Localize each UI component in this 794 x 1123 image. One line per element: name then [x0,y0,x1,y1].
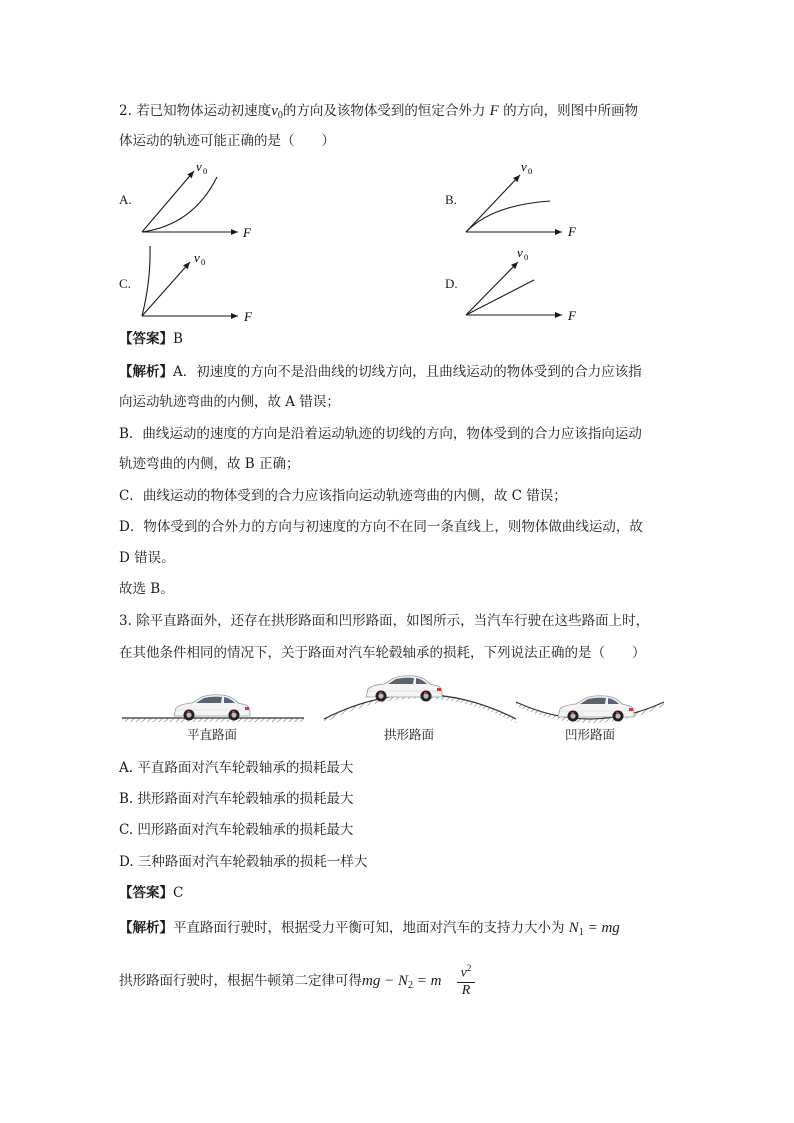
q2-analysis-line6: D．物体受到的合外力的方向与初速度的方向不在同一条直线上，则物体做曲线运动，故 [119,519,643,535]
q2-stem-part1: 若已知物体运动初速度 [136,103,272,119]
q2-option-a-diagram [138,155,268,245]
q3-eq2-num-v: v [460,965,467,981]
q3-analysis-text1: 平直路面行驶时，根据受力平衡可知，地面对汽车的支持力大小为 [173,920,565,936]
q2-answer-value: B [173,331,183,347]
q3-eq2-N: N [397,973,408,989]
q2a-trajectory [142,177,217,232]
q2-v0-symbol: v [271,103,278,119]
q2-analysis-line1 [119,362,642,382]
q2-option-c-label: C. [119,276,131,291]
q2b-v0-arrow [466,175,520,232]
q2b-trajectory [466,201,550,232]
q3-stem-text1: 除平直路面外，还存在拱形路面和凹形路面，如图所示，当汽车行驶在这些路面上时， [136,613,650,629]
q2b-v-label: v [521,159,527,174]
q2-answer-tag: 【答案】 [119,331,173,347]
q2-stem-line2: 体运动的轨迹可能正确的是（ ） [119,133,335,149]
q3-eq2-minus: − [380,973,398,989]
q3-eq2-N-sub: 2 [407,980,413,991]
q2-option-d-diagram [462,240,592,330]
q3-analysis-text2: 拱形路面行驶时，根据牛顿第二定律可得 [119,973,362,989]
q2-v0-sub: 0 [277,110,283,121]
q2-stem-part2: 的方向及该物体受到的恒定合外力 [282,103,486,119]
q2-analysis-line8: 故选 B。 [119,581,174,597]
q3-eq1-eq: = [583,920,602,936]
q3-eq2-denominator: R [461,982,471,998]
q3-road-figure [118,672,668,724]
q3-eq1-rhs: mg [601,920,620,936]
q2d-v-label: v [517,245,523,260]
q3-option-d: D. 三种路面对汽车轮毂轴承的损耗一样大 [119,854,368,870]
concave-road [516,696,664,723]
q2a-v-label: v [196,159,202,174]
q3-number: 3. [119,613,132,629]
q2-analysis-line4: 轨迹弯曲的内侧，故 B 正确； [119,456,300,472]
q3-analysis-line2 [119,971,441,996]
q2c-F-label: F [244,309,252,324]
q2-option-b-diagram [462,155,592,245]
q2-stem-line1 [119,101,638,126]
q2-stem-part3: 的方向，则图中所画物 [503,103,639,119]
q3-answer-tag: 【答案】 [119,885,173,901]
q2b-F-label: F [568,224,576,239]
q2d-F-label: F [568,308,576,323]
q3-eq2-eq: = [412,973,431,989]
q2-option-c-diagram [138,240,268,330]
q2d-v0-arrow [466,262,518,315]
q3-eq2-mg: mg [362,973,381,989]
flat-road [122,695,304,722]
q2-F-symbol: F [489,103,499,119]
flat-road-car [174,695,250,721]
q2-number: 2. [119,103,132,119]
q3-option-c: C. 凹形路面对汽车轮毂轴承的损耗最大 [119,822,354,838]
q2-option-d-label: D. [445,276,458,291]
q2-analysis-line7: D 错误。 [119,550,175,566]
q2-option-a-label: A. [119,192,132,207]
q3-analysis-line1 [119,918,620,943]
q3-answer-line [119,883,183,903]
q3-option-b: B. 拱形路面对汽车轮毂轴承的损耗最大 [119,791,354,807]
q2-analysis-tag: 【解析】 [119,364,173,380]
flat-road-label: 平直路面 [187,727,238,742]
q2a-v0-arrow [142,171,194,232]
q2a-F-label: F [243,225,251,240]
q2-analysis-line5: C．曲线运动的物体受到的合力应该指向运动轨迹弯曲的内侧，故 C 错误； [119,488,567,504]
q2c-v-sub: 0 [201,257,206,267]
arched-road [324,676,516,723]
concave-road-label: 凹形路面 [565,727,616,742]
q2c-v-label: v [194,250,200,265]
q3-eq2-num-sup: 2 [466,963,472,973]
q3-eq1-N: N [568,920,579,936]
q2b-v-sub: 0 [528,166,533,176]
q2-analysis-line3: B．曲线运动的速度的方向是沿着运动轨迹的切线的方向，物体受到的合力应该指向运动 [119,426,642,442]
q2-analysis-text-0: A．初速度的方向不是沿曲线的切线方向，且曲线运动的物体受到的合力应该指 [173,364,642,380]
q3-eq2-numerator [456,960,476,982]
q3-option-a: A. 平直路面对汽车轮毂轴承的损耗最大 [119,760,354,776]
q3-stem-line1 [119,611,649,631]
q3-eq2-fraction [456,960,476,999]
q2-answer-line [119,329,183,349]
q3-eq1-N-sub: 1 [578,927,584,938]
q2d-v-sub: 0 [524,252,529,262]
q3-answer-value: C [173,885,184,901]
concave-road-car [558,696,634,722]
q2c-trajectory [142,246,150,316]
q3-analysis-tag: 【解析】 [119,920,173,936]
q2-option-b-label: B. [445,192,457,207]
q3-eq2-m: m [430,973,442,989]
q2-analysis-line2: 向运动轨迹弯曲的内侧，故 A 错误； [119,394,340,410]
q3-stem-line2: 在其他条件相同的情况下，关于路面对汽车轮毂轴承的损耗，下列说法正确的是（ ） [119,645,646,661]
q2d-trajectory [466,280,534,315]
q2a-v-sub: 0 [203,166,208,176]
arched-road-label: 拱形路面 [384,727,435,742]
